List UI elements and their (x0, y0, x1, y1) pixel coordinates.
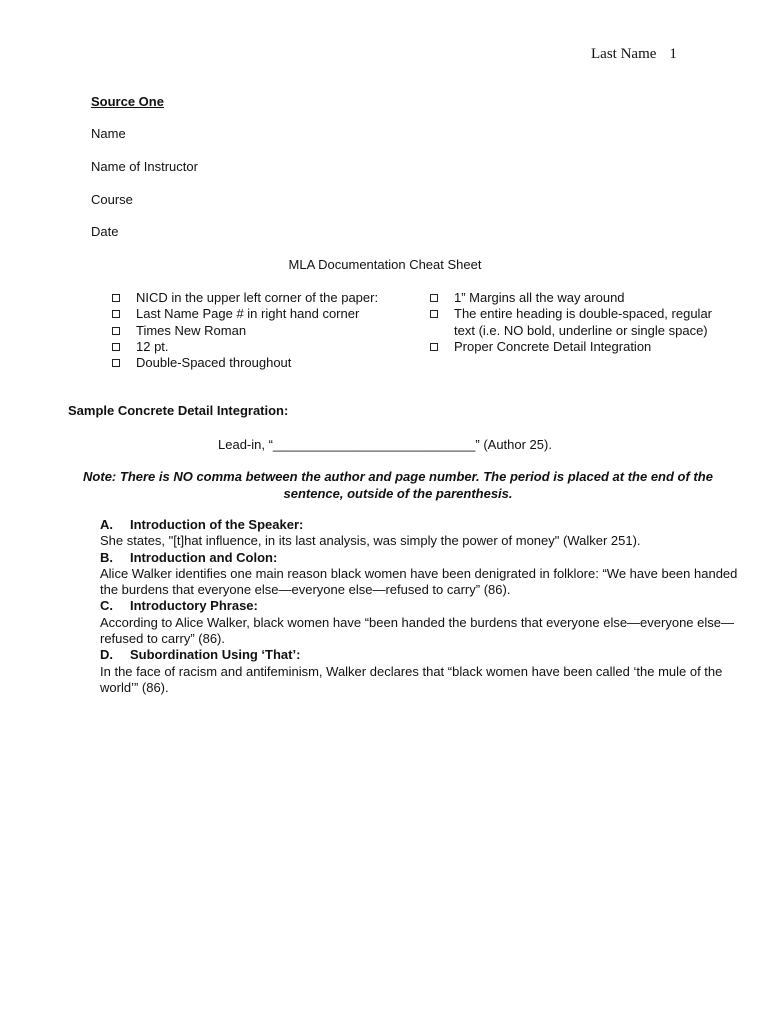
page-number: 1 (669, 46, 677, 62)
checklist-item (112, 339, 378, 355)
example-heading-label: Subordination Using ‘That’: (130, 647, 301, 663)
checklist-item-label: Double-Spaced throughout (136, 355, 292, 371)
sample-section-title: Sample Concrete Detail Integration: (68, 403, 289, 418)
checklist-left (112, 290, 378, 371)
example-heading (100, 550, 740, 566)
example-text: In the face of racism and antifeminism, Walker declares that “black women have been called ‘the mule of the world’” (86). (100, 663, 723, 695)
example-heading (100, 647, 740, 663)
checklist-item (430, 339, 712, 355)
checklist-item (112, 323, 378, 339)
example-heading-label: Introduction and Colon: (130, 549, 278, 565)
example-letter: B. (100, 549, 113, 565)
checkbox-icon (430, 310, 438, 318)
checklist-item-label: Times New Roman (136, 322, 247, 338)
checklist-item-label: The entire heading is double-spaced, regular (454, 306, 713, 322)
example-text: Alice Walker identifies one main reason black women have been denigrated in folklore: “We have been handed the burdens that everyone else—everyone else—refused to carry” (86). (100, 565, 738, 598)
document-title: MLA Documentation Cheat Sheet (288, 257, 482, 272)
checkbox-icon (430, 294, 438, 302)
checkbox-icon (112, 294, 120, 302)
example-heading (100, 517, 740, 533)
example-letter: C. (100, 598, 113, 614)
example-text: She states, "[t]hat influence, in its last analysis, was simply the power of money" (Walker 251). (100, 533, 641, 549)
examples-list (100, 517, 740, 696)
checklist-item (112, 355, 378, 371)
checklist-right (430, 290, 712, 355)
source-label: Source One (91, 94, 164, 109)
example-letter: A. (100, 517, 113, 532)
example-heading (100, 598, 740, 614)
checklist-item (112, 306, 378, 322)
example-letter: D. (100, 647, 113, 663)
example-heading-label: Introductory Phrase: (130, 598, 258, 614)
example-text: According to Alice Walker, black women have “been handed the burdens that everyone else—everyone else—refused to carry” (86). (100, 614, 734, 647)
heading-instructor: Name of Instructor (91, 159, 198, 174)
checklist-item (430, 290, 712, 306)
heading-date: Date (91, 224, 119, 239)
checkbox-icon (112, 359, 120, 367)
heading-name: Name (91, 126, 126, 141)
checklist-item (430, 306, 712, 339)
running-head-last-name: Last Name (591, 46, 657, 62)
checkbox-icon (112, 327, 120, 335)
checklist-item-label: 1” Margins all the way around (454, 290, 625, 305)
example-heading-label: Introduction of the Speaker: (130, 517, 304, 532)
checkbox-icon (112, 343, 120, 351)
checklist-item-label: NICD in the upper left corner of the paper: (136, 290, 379, 305)
checklist-item-label: Proper Concrete Detail Integration (454, 338, 652, 354)
checklist-item-label: Last Name Page # in right hand corner (136, 306, 360, 322)
checkbox-icon (112, 310, 120, 318)
checklist-item-continuation: text (i.e. NO bold, underline or single space) (454, 322, 708, 338)
running-head (591, 46, 677, 63)
note-text: Note: There is NO comma between the author and page number. The period is placed at the end of the sentence, outside of the parenthesis. (83, 469, 713, 501)
checklist-item (112, 290, 378, 306)
checklist-item-label: 12 pt. (136, 338, 169, 354)
heading-course: Course (91, 192, 133, 207)
checkbox-icon (430, 343, 438, 351)
lead-in-template: Lead-in, “____________________________” (Author 25). (218, 437, 552, 452)
